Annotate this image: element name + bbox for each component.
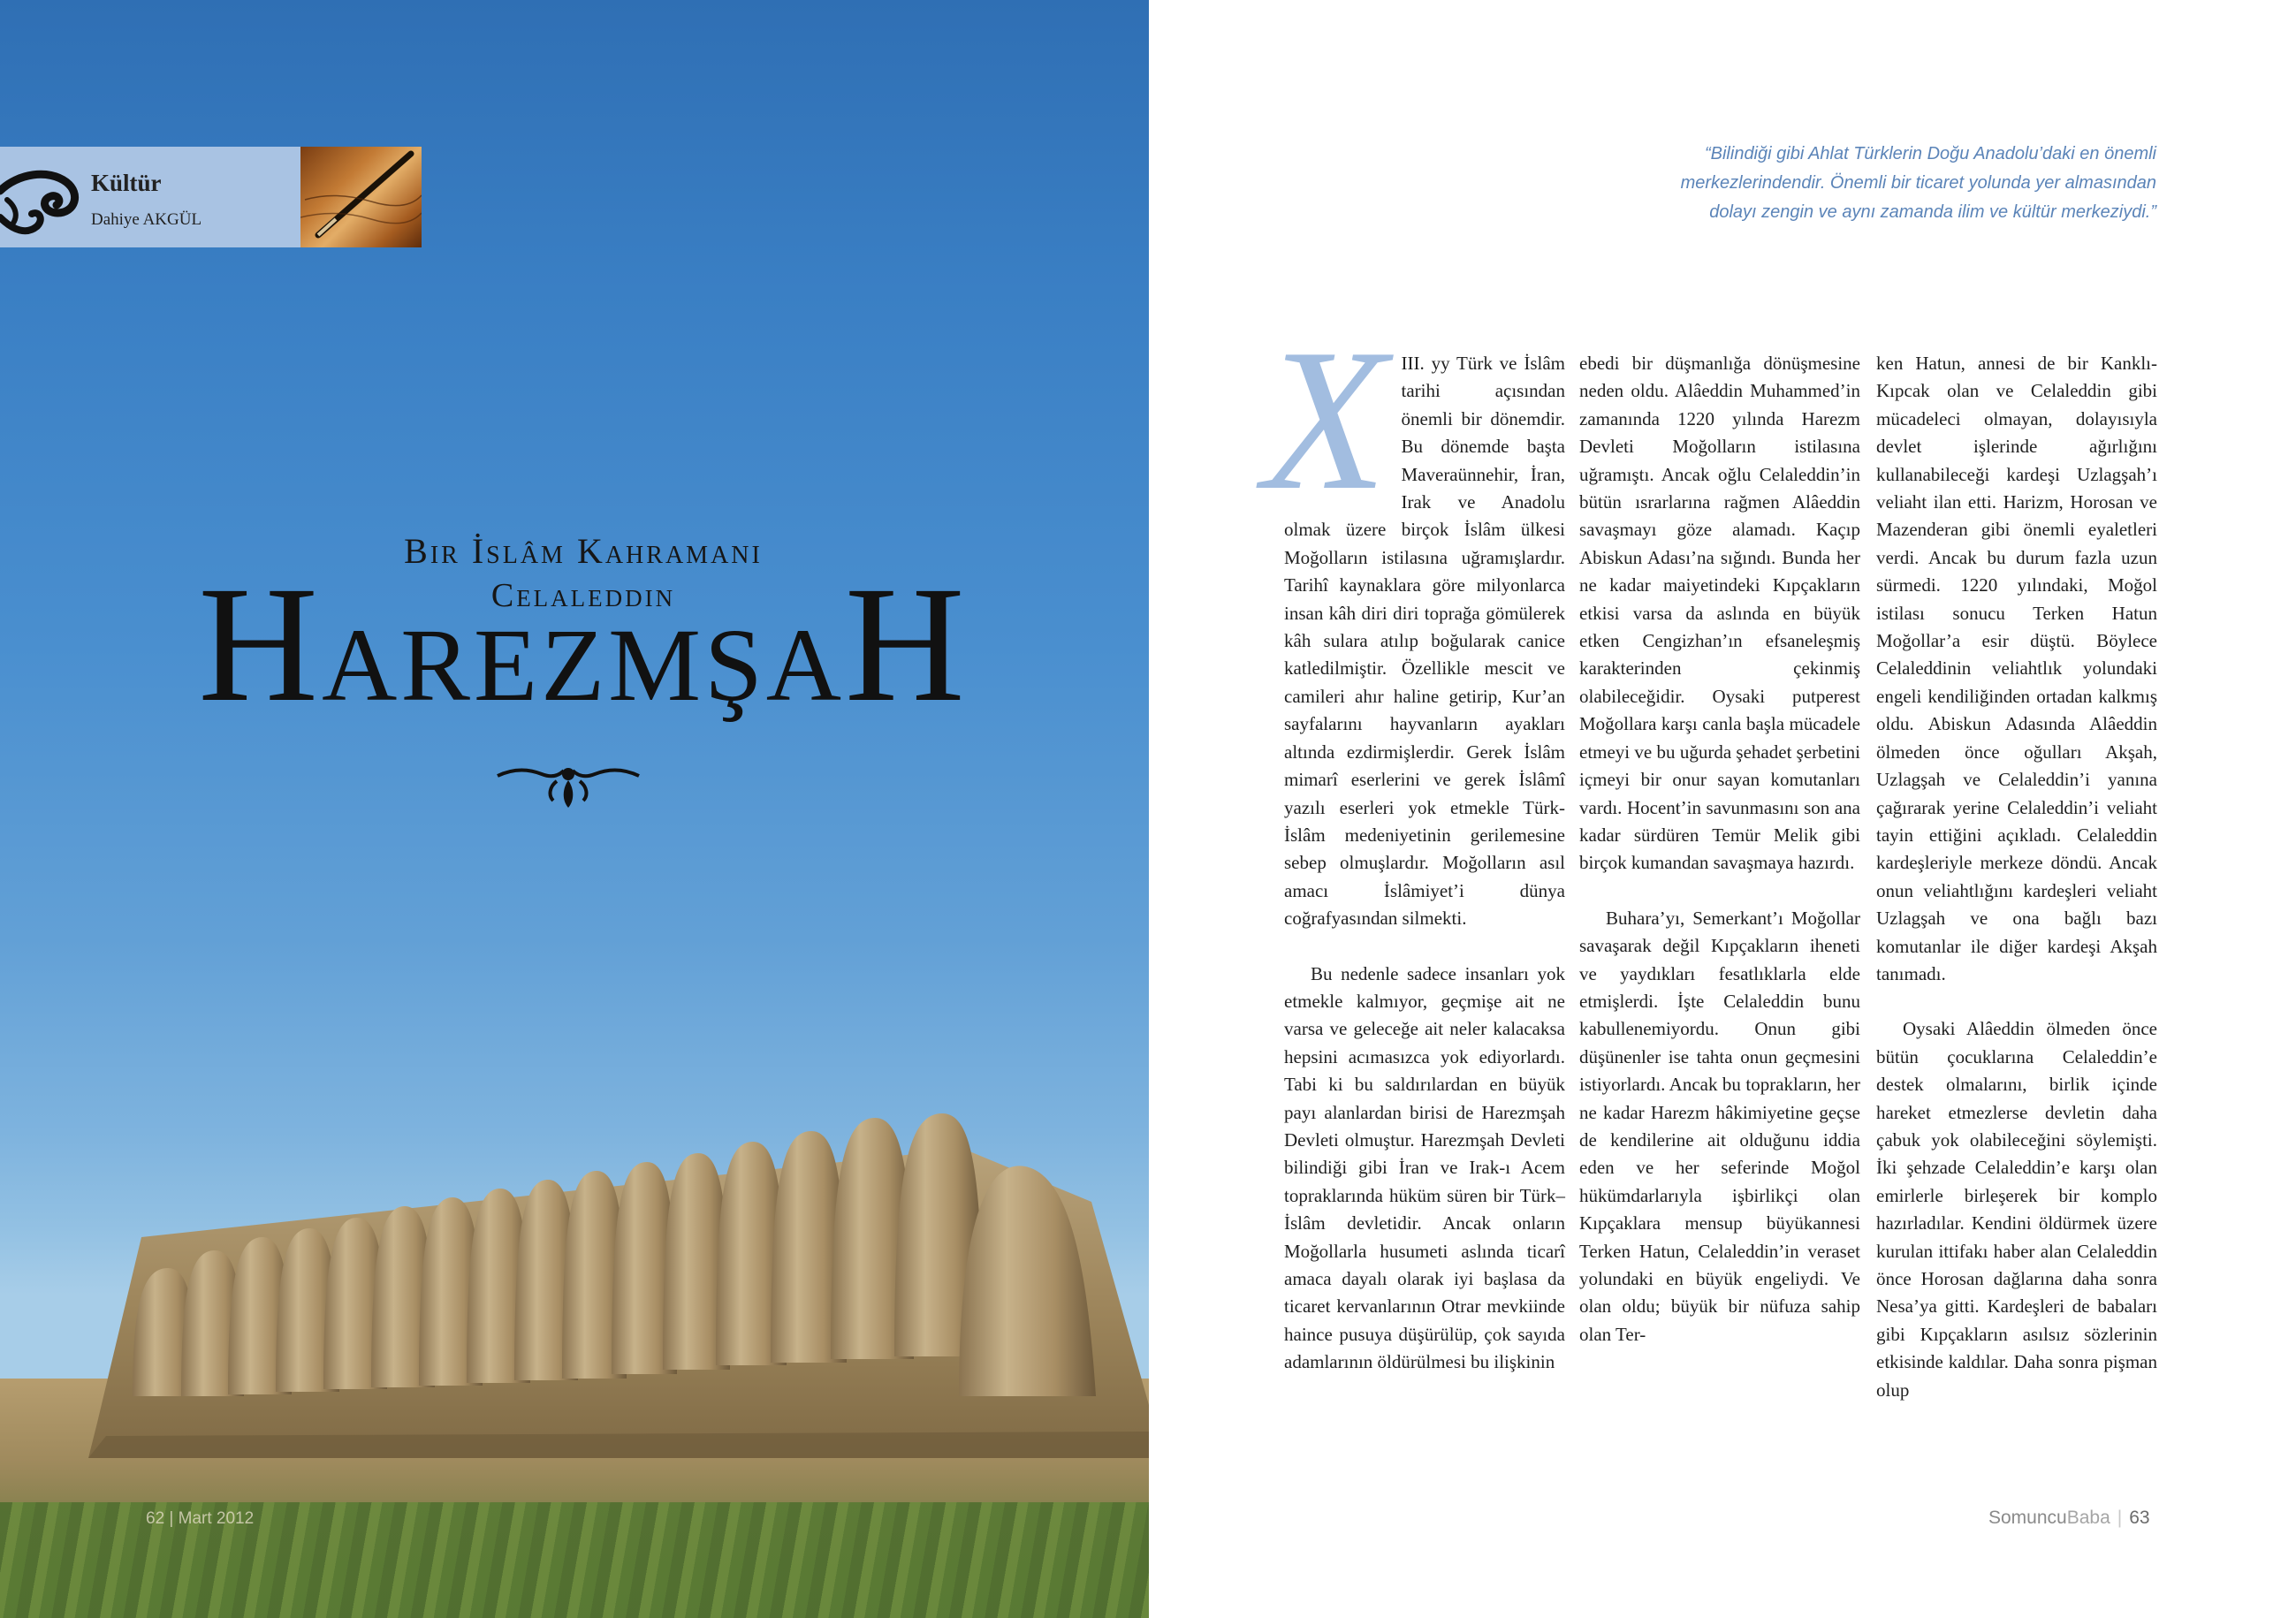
- article-column-3: [1876, 350, 2157, 1404]
- paragraph: ebedi bir düşmanlığa dönüşmesine neden oldu. Alâeddin Muhammed’in zamanında 1220 yılında Harezm Devleti Moğolların istilasına uğramıştı. Ancak oğlu Celaleddin’in bütün ısrarlarına rağmen Alâeddin savaşmayı göze alamadı. Kaçıp Abiskun Adası’na sığındı. Bunda her ne kadar maiyetindeki Kıpçakların etkisi varsa da aslında en büyük etken Cengizhan’ın efsaneleşmiş karakterinden çekinmiş olabileceğidir. Oysaki putperest Moğollara karşı canla başla mücadele etmeyi ve bu uğurda şehadet şerbetini içmeyi bir onur sayan komutanları vardı. Hocent’in savunmasını son ana kadar sürdüren Temür Melik gibi birçok kumandan savaşmaya hazırdı.: [1579, 353, 1860, 874]
- folio-left: 62 | Mart 2012: [146, 1509, 255, 1528]
- paragraph: Bu nedenle sadece insanları yok etmekle kalmıyor, geçmişe ait ne varsa ve geleceğe ait neler kalacaksa hepsini acımasızca yok ediyorlardı. Tabi ki bu saldırılardan en büyük payı alanlardan birisi de Harezmşah Devleti olmuştur. Harezmşah Devleti bilindiği gibi İran ve Irak-ı Acem topraklarında hüküm süren bir Türk–İslâm devletidir. Ancak onların Moğollarla husumeti aslında ticarî amaca dayalı olarak iyi başlasa da ticaret kervanlarının Otrar mevkiinde haince pusuya düşürülüp, çok sayıda adamlarının öldürülmesi bu ilişkinin: [1284, 962, 1565, 1373]
- title-initial: H: [198, 551, 323, 736]
- article-column-1: [1263, 307, 1565, 1377]
- main-title: [106, 548, 1061, 740]
- paragraph: III. yy Türk ve İslâm tarihi açısından önemli bir dönemdir. Bu dönemde başta Maveraünnehir, İran, Irak ve Anadolu olmak üzere birçok İslâm ülkesi Moğolların istilasına uğramışlardır. Tarihî kaynaklara göre milyonlarca insan kâh diri diri toprağa gömülerek kâh sulara atılıp boğularak canice katledilmiştir. Özellikle mescit ve camileri ahır haline getirip, Kur’an sayfalarını hayvanların ayakları altında ezdirmişlerdir. Gerek İslâm mimarî eserlerini ve gerek İslâmî yazılı eserleri yok etmekle Türk-İslâm medeniyetinin gerilemesine sebep olmuşlardır. Moğolların asıl amacı İslâmiyet’i dünya coğrafyasından silmekti.: [1284, 353, 1565, 930]
- section-label: Kültür: [91, 170, 162, 196]
- brand-name-a: Somuncu: [1988, 1508, 2067, 1528]
- flourish-ornament-icon: [493, 758, 643, 811]
- title-final: H: [844, 551, 969, 736]
- paragraph: Oysaki Alâeddin ölmeden önce bütün çocuklarına Celaleddin’e destek olmalarını, birlik içinde hareket etmezlerse devletin daha çabuk yok olabileceğini söylemişti. İki şehzade Celaleddin’e karşı olan emirlerle birleşerek bir komplo hazırladılar. Kendini öldürmek üzere kurulan ittifakı haber alan Celaleddin önce Horosan dağlarına daha sonra Nesa’ya gitti. Kardeşleri de babaları gibi Kıpçakların asılsız sözlerinin etkisinde kaldılar. Daha sonra pişman olup: [1876, 1018, 2157, 1401]
- title-middle: AREZMŞA: [322, 607, 845, 723]
- scroll-ornament-icon: [0, 164, 84, 244]
- brand-name-b: Baba: [2066, 1508, 2110, 1528]
- drop-cap: X: [1263, 307, 1387, 532]
- title-line-2: Celaleddin: [490, 577, 676, 614]
- folio-separator: |: [2117, 1508, 2123, 1528]
- folio-right: [1988, 1508, 2150, 1529]
- author-name: Dahiye AKGÜL: [91, 210, 202, 229]
- pull-quote: “Bilindiği gibi Ahlat Türklerin Doğu Anadolu’daki en önemli merkezlerindendir. Önemli bir ticaret yolunda yer almasından dolayı zengin ve aynı zamanda ilim ve kültür merkeziydi.”: [1680, 144, 2156, 222]
- pen-photo: [300, 147, 422, 247]
- fortress-photo: [0, 1016, 1149, 1476]
- page-number: 63: [2129, 1508, 2150, 1528]
- title-line-1: Bir İslâm Kahramanı: [404, 531, 763, 571]
- paragraph: ken Hatun, annesi de bir Kanklı-Kıpcak olan ve Celaleddin gibi mücadeleci olmayan, dolayısıyla devlet işlerinde ağırlığını kullanabileceği kardeşi Uzlagşah’ı veliaht ilan etti. Harizm, Horosan ve Mazenderan gibi önemli eyaletleri verdi. Ancak bu durum fazla uzun sürmedi. 1220 yılındaki, Moğol istilası sonucu Terken Hatun Moğollar’a esir düştü. Böylece Celaleddinin veliahtlık yolundaki engeli kendiliğinden ortadan kalkmış oldu. Abiskun Adasında Alâeddin ölmeden önce oğulları Akşah, Uzlagşah ve Celaleddin’i yanına çağırarak yerine Celaleddin’i veliaht tayin ettiğini açıkladı. Celaleddin kardeşleriyle merkeze döndü. Ancak onun veliahtlığını kardeşleri veliaht Uzlagşah ve ona bağlı bazı komutanlar ile diğer kardeşi Akşah tanımadı.: [1876, 353, 2157, 984]
- pen-icon: [300, 147, 422, 247]
- article-column-2: [1579, 350, 1860, 1348]
- paragraph: Buhara’yı, Semerkant’ı Moğollar savaşarak değil Kıpçakların iheneti ve yaydıkları fesatlıklarla elde etmişlerdi. İşte Celaleddin bunu kabullenemiyordu. Onun gibi düşünenler ise tahta onun geçmesini istiyorlardı. Ancak bu toprakların, her ne kadar Harezm hâkimiyetine geçse de kendilerine ait olduğunu iddia eden ve her seferinde Moğol hükümdarlarıyla işbirlikçi olan Kıpçaklara mensup büyükannesi Terken Hatun, Celaleddin’in veraset yolundaki en büyük engeliydi. Ve olan oldu; büyük bir nüfuza sahip olan Ter-: [1579, 907, 1860, 1345]
